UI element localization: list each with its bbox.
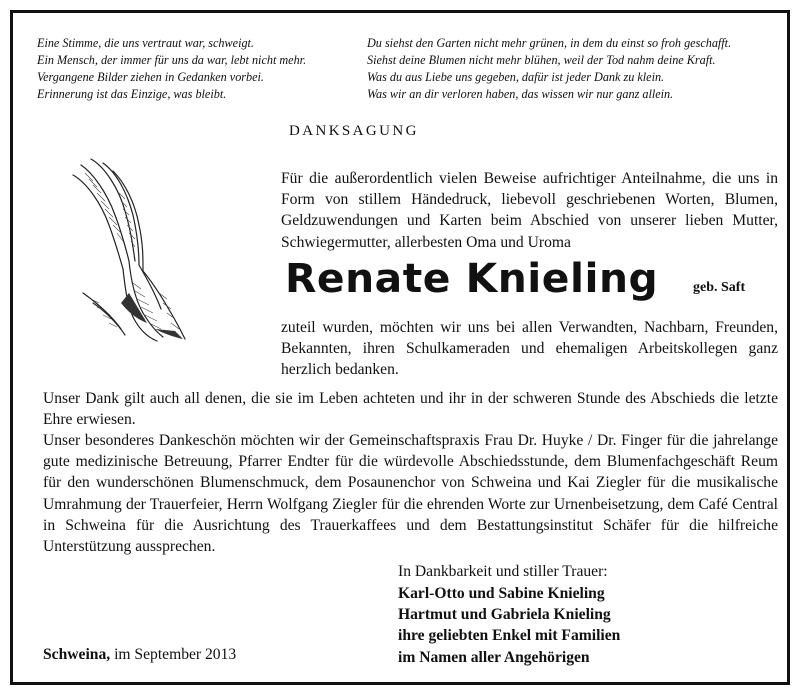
- place-date: [43, 646, 236, 664]
- intro-paragraph: Für die außerordentlich vielen Beweise aufrichtiger Anteilnahme, die uns in Form von stillem Händedruck, liebevoll geschriebenen Worten, Blumen, Geldzuwendungen und Karten beim Abschied von unserer lieben Mutter, Schwiegermutter, allerbesten Oma und Uroma: [281, 170, 778, 251]
- date: im September 2013: [114, 646, 237, 663]
- signer: im Namen aller Angehörigen: [398, 648, 590, 666]
- birth-name: geb. Saft: [693, 280, 746, 295]
- thanks-paragraph: Unser Dank gilt auch all denen, die sie im Leben achteten und ihr in der schweren Stunde des Abschieds die letzte Ehre erwiesen.: [43, 390, 778, 429]
- poem-line: Erinnerung ist das Einzige, was bleibt.: [37, 87, 227, 101]
- closing-line: In Dankbarkeit und stiller Trauer:: [398, 563, 608, 580]
- signer: Hartmut und Gabriela Knieling: [398, 606, 611, 624]
- poem-line: Ein Mensch, der immer für uns da war, lebt nicht mehr.: [37, 53, 307, 67]
- special-thanks-paragraph: Unser besonderes Dankeschön möchten wir der Gemeinschaftspraxis Frau Dr. Huyke / Dr. Finger für die jahrelange gute medizinische Betreuung, Pfarrer Endter für die würdevolle Abschiedsstunde, dem Blumenfachgeschäft Reum für den wunderschönen Blumenschmuck, dem Posaunenchor von Schweina und Kai Ziegler für die musikalische Umrahmung der Trauerfeier, Herrn Wolfgang Ziegler für die ehrenden Worte zur Urnenbeisetzung, dem Café Central in Schweina für die Ausrichtung des Trauerkaffees und dem Bestattungsinstitut Schäfer für die hilfreiche Unterstützung aussprechen.: [43, 432, 778, 556]
- signer: ihre geliebten Enkel mit Familien: [398, 627, 621, 645]
- signer: Karl-Otto und Sabine Knieling: [398, 585, 605, 602]
- poem-line: Du siehst den Garten nicht mehr grünen, in dem du einst so froh geschafft.: [367, 36, 732, 50]
- poem-line: Was du aus Liebe uns gegeben, dafür ist jeder Dank zu klein.: [367, 70, 665, 84]
- poem-line: Vergangene Bilder ziehen in Gedanken vorbei.: [37, 70, 264, 84]
- obituary-notice: [10, 10, 790, 685]
- praying-hands-icon: [63, 153, 193, 343]
- heading: DANKSAGUNG: [289, 123, 419, 139]
- poem-right: [367, 35, 777, 103]
- poem-line: Siehst deine Blumen nicht mehr blühen, weil der Tod nahm deine Kraft.: [367, 53, 716, 67]
- place: Schweina,: [43, 646, 111, 663]
- poem-line: Was wir an dir verloren haben, das wissen wir nur ganz allein.: [367, 87, 674, 101]
- poem-left: [37, 35, 347, 103]
- after-name-paragraph: zuteil wurden, möchten wir uns bei allen Verwandten, Nachbarn, Freunden, Bekannten, ihren Schulkameraden und ehemaligen Arbeitskollegen ganz herzlich bedanken.: [281, 319, 778, 379]
- deceased-name: Renate Knieling: [285, 256, 659, 302]
- signers-list: [398, 583, 620, 668]
- poem-line: Eine Stimme, die uns vertraut war, schweigt.: [37, 36, 254, 50]
